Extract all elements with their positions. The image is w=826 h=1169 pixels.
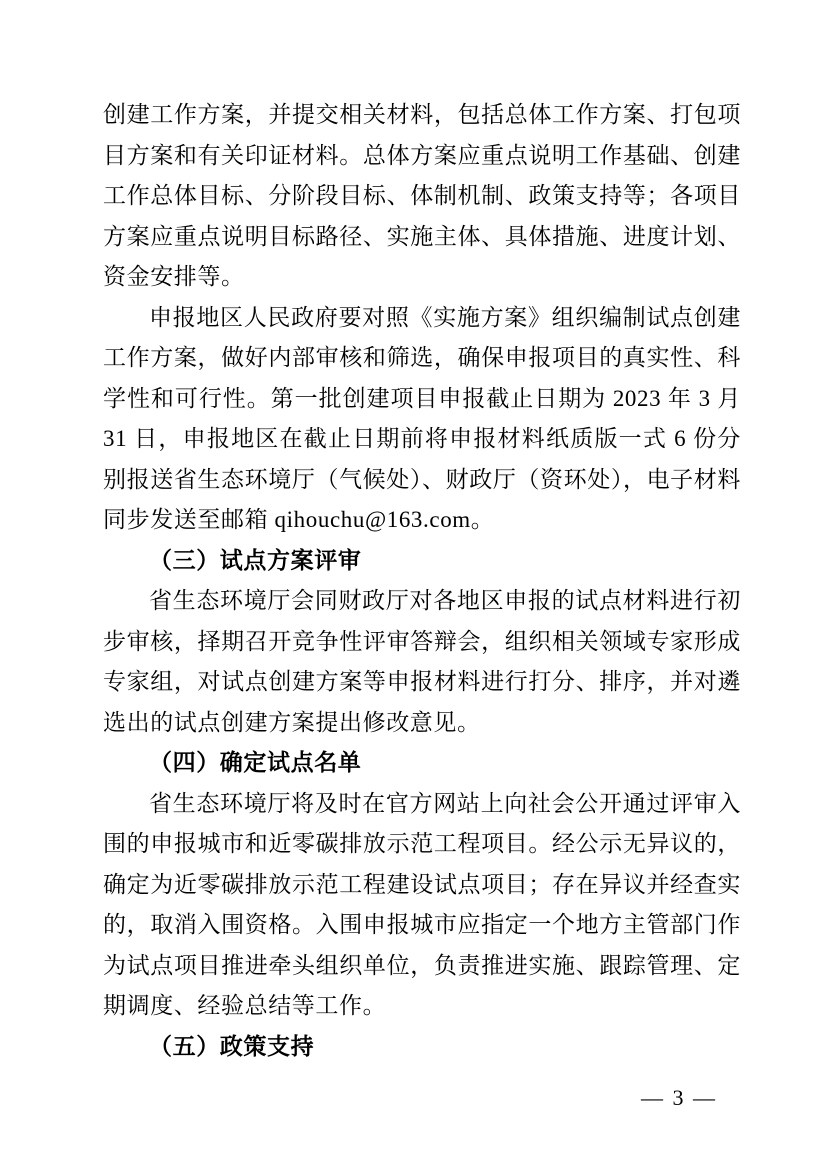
paragraph-work-plan-materials: 创建工作方案，并提交相关材料，包括总体工作方案、打包项目方案和有关印证材料。总体方案应重点说明工作基础、创建工作总体目标、分阶段目标、体制机制、政策支持等；各项目方案应重点说明目标路径、实施主体、具体措施、进度计划、资金安排等。: [103, 102, 741, 289]
paragraph-review-process: 省生态环境厅会同财政厅对各地区申报的试点材料进行初步审核，择期召开竞争性评审答辩会，组织相关领域专家形成专家组，对试点创建方案等申报材料进行打分、排序，并对遴选出的试点创建方案提出修改意见。: [103, 588, 741, 735]
paragraph-publicity-and-confirmation: 省生态环境厅将及时在官方网站上向社会公开通过评审入围的申报城市和近零碳排放示范工程项目。经公示无异议的，确定为近零碳排放示范工程建设试点项目；存在异议并经查实的，取消入围资格。入围申报城市应指定一个地方主管部门作为试点项目推进牵头组织单位，负责推进实施、跟踪管理、定期调度、经验总结等工作。: [103, 790, 741, 1018]
heading-section-3-pilot-plan-review: （三）试点方案评审: [149, 547, 362, 573]
page-number: — 3 —: [641, 1085, 717, 1110]
document-body: [103, 95, 741, 1067]
paragraph-application-deadline: 申报地区人民政府要对照《实施方案》组织编制试点创建工作方案，做好内部审核和筛选，确保申报项目的真实性、科学性和可行性。第一批创建项目申报截止日期为 2023 年 3 月 31 日，申报地区在截止日期前将申报材料纸质版一式 6 份分别报送省生态环境厅（气候处）、财政厅（资环处），电子材料同步发送至邮箱 qihouchu@163.com。: [103, 304, 741, 532]
heading-section-4-confirm-pilot-list: （四）确定试点名单: [149, 750, 362, 775]
heading-section-5-policy-support: （五）政策支持: [149, 1033, 315, 1059]
